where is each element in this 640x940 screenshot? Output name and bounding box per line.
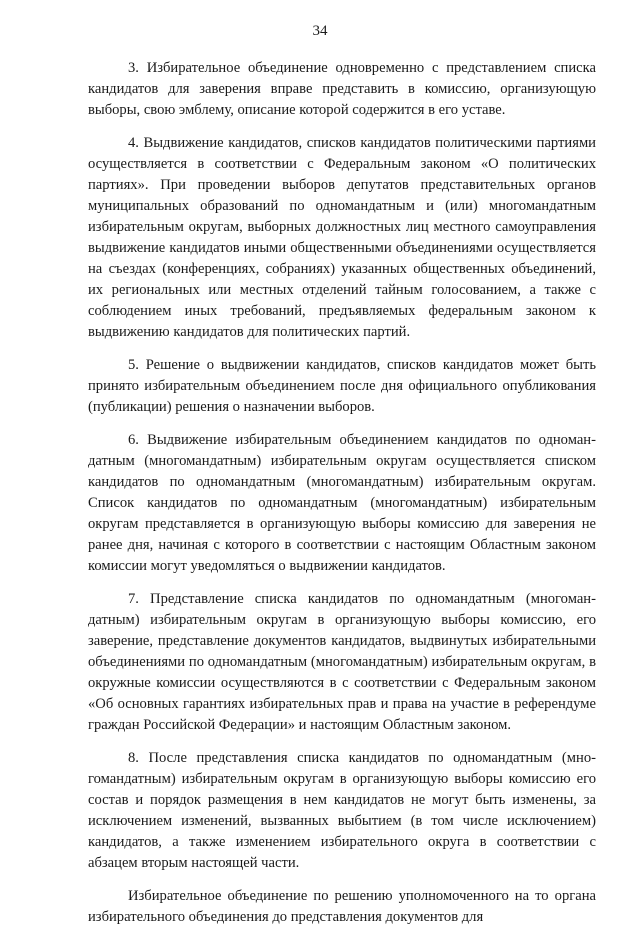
page-number: 34 — [312, 23, 328, 39]
paragraph-3: 3. Избирательное объединение одновременно с представлением списка кандидатов для заверения вправе представить в комиссию, организующую выборы, свою эмблему, описание которой содержится в его уставе. — [88, 60, 596, 118]
paragraph-4: 4. Выдвижение кандидатов, списков кандидатов политическими партиями осуществляется в соответствии с Федеральным законом «О политических партиях». При проведении выборов депутатов представительных органов муниципальных образований по одномандатным и (или) многомандатным избирательным округам, выборных должностных лиц местного самоуправления выдвижение кандидатов иными общественными объединениями осуществляется на съездах (конференциях, собраниях) указанных общественных объединений, их региональных или местных отделений тайным голосованием, а также с соблюдением иных требований, предъявляемых федеральным законом к выдвижению кандидатов для политических партий. — [88, 135, 596, 340]
paragraph-6: 6. Выдвижение избирательным объединением кандидатов по одномандатным (многомандатным) избирательным округам осуществляется списком кандидатов по одномандатным (многомандатным) избирательным округам. Список кандидатов по одномандатным (многомандатным) избирательным округам представляется в организующую выборы комиссию для заверения не ранее дня, начиная с которого в соответствии с настоящим Областным законом комиссии могут уведомляться о выдвижении кандидатов. — [88, 432, 596, 574]
paragraph-8-continuation: Избирательное объединение по решению уполномоченного на то органа избирательного объединения до представления документов для — [88, 888, 596, 925]
document-body — [88, 58, 596, 940]
paragraph-5: 5. Решение о выдвижении кандидатов, списков кандидатов может быть принято избирательным объединением после дня официального опубликования (публикации) решения о назначении выборов. — [88, 357, 596, 415]
paragraph-8: 8. После представления списка кандидатов по одномандатным (многомандатным) избирательным округам в организующую выборы комиссию его состав и порядок размещения в нем кандидатов не могут быть изменены, за исключением изменений, вызванных выбытием (в том числе исключением) кандидатов, а также изменением избирательного округа в соответствии с абзацем вторым настоящей части. — [88, 750, 596, 871]
paragraph-7: 7. Представление списка кандидатов по одномандатным (многомандатным) избирательным округам в организующую выборы комиссию, его заверение, представление документов кандидатов, выдвинутых избирательными объединениями по одномандатным (многомандатным) избирательным округам, в окружные комиссии осуществляются в с соответствии с Федеральным законом «Об основных гарантиях избирательных прав и права на участие в референдуме граждан Российской Федерации» и настоящим Областным законом. — [88, 591, 596, 733]
